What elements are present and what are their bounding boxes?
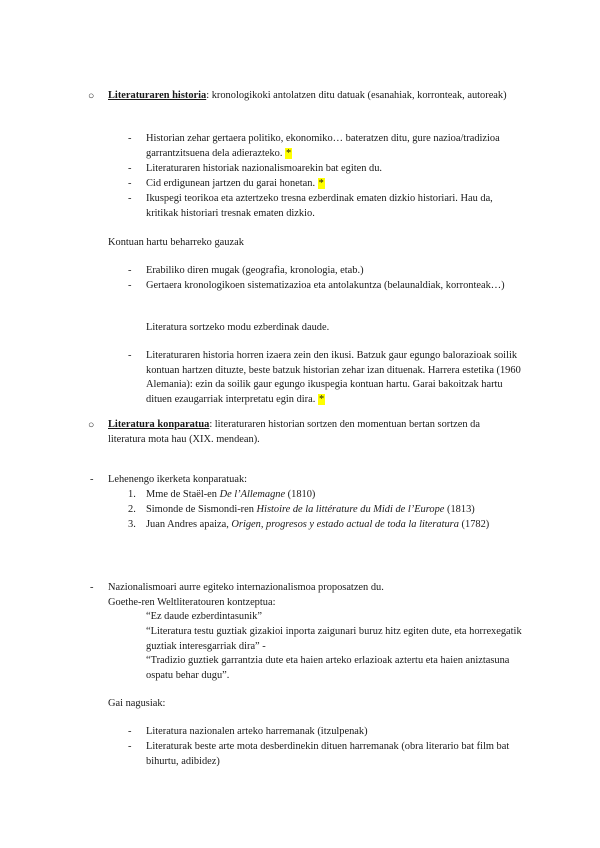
- list-number: 3.: [128, 519, 136, 530]
- bullet-item: Literaturak beste arte mota desberdinekin dituen harremanak (obra literario bat film bat bihurtu, adibidez): [146, 741, 510, 767]
- quote: “Literatura testu guztiak gizakioi inporta zaigunari buruz hitz egiten dute, eta horrexegatik guztiak interesgarriak dira” -: [146, 626, 522, 652]
- note-text: Literatura sortzeko modu ezberdinak daude.: [146, 322, 330, 333]
- book-title: Histoire de la littérature du Midi de l’Europe: [256, 504, 445, 515]
- list-bullet-circle: ○: [88, 420, 95, 431]
- bullet-item: Cid erdigunean jartzen du garai honetan. *: [146, 178, 324, 189]
- bullet-item: Erabiliko diren mugak (geografia, kronologia, etab.): [146, 265, 364, 276]
- dash-bullet: -: [128, 726, 132, 737]
- term-literaturaren-historia: Literaturaren historia: [108, 90, 207, 101]
- bullet-item: Historian zehar gertaera politiko, ekonomiko… bateratzen ditu, gure nazioa/tradizioa garrantzitsuena dela adierazteko. *: [146, 133, 500, 159]
- bullet-item: Ikuspegi teorikoa eta aztertzeko tresna ezberdinak ematen dizkio historiari. Hau da, kritikak historiari tresnak ematen dizkio.: [146, 193, 493, 219]
- quote: “Tradizio guztiek garrantzia dute eta haien arteko erlazioak aztertu eta haien aniztasuna ospatu behar dugu”.: [146, 655, 510, 681]
- highlight-asterisk: *: [318, 393, 325, 405]
- dash-bullet: -: [128, 178, 132, 189]
- book-title: Origen, progresos y estado actual de toda la literatura: [231, 519, 459, 530]
- dash-bullet: -: [128, 193, 132, 204]
- dash-bullet: -: [128, 133, 132, 144]
- dash-bullet: -: [128, 265, 132, 276]
- bullet-item: Literaturaren historiak nazionalismoarekin bat egiten du.: [146, 163, 383, 174]
- list-number: 2.: [128, 504, 136, 515]
- dash-bullet: -: [128, 280, 132, 291]
- quote: “Ez daude ezberdintasunik”: [146, 611, 262, 622]
- list-item: Juan Andres apaiza, Origen, progresos y estado actual de toda la literatura (1782): [146, 519, 490, 530]
- list-number: 1.: [128, 489, 136, 500]
- dash-bullet: -: [128, 741, 132, 752]
- book-title: De l’Allemagne: [219, 489, 286, 500]
- subheading-lehenengo-ikerketa: Lehenengo ikerketa konparatuak:: [108, 474, 248, 485]
- list-bullet-circle: ○: [88, 91, 95, 102]
- paragraph-line: Nazionalismoari aurre egiteko internazionalismoa proposatzen du.: [108, 582, 384, 593]
- section-literaturaren-historia: [108, 89, 518, 104]
- definition-text: : kronologikoki antolatzen ditu datuak (esanahiak, korronteak, autoreak): [206, 90, 507, 101]
- definition-text: : literaturaren historian sortzen den momentuan bertan sortzen da literatura mota hau (XIX. mendean).: [108, 419, 480, 445]
- list-item: Mme de Staël-en De l’Allemagne (1810): [146, 489, 316, 500]
- highlight-asterisk: *: [286, 147, 292, 159]
- dash-bullet: -: [128, 350, 132, 361]
- dash-bullet: -: [128, 163, 132, 174]
- dash-bullet: -: [90, 582, 94, 593]
- highlight-asterisk: *: [318, 178, 324, 189]
- paragraph-line: Goethe-ren Weltliteratouren kontzeptua:: [108, 597, 276, 608]
- bullet-item: Literatura nazionalen arteko harremanak (itzulpenak): [146, 726, 368, 737]
- subheading-gai-nagusiak: Gai nagusiak:: [108, 698, 166, 709]
- subheading-kontuan-hartu: Kontuan hartu beharreko gauzak: [108, 237, 244, 248]
- bullet-item: Literaturaren historia horren izaera zein den ikusi. Batzuk gaur egungo balorazioak soilik kontuan hartzen dituzte, beste batzuk historian zehar izan dituenak. Harrera estetika (1960 Alemania): ezin da soilik gaur egungo ikuspegia kontuan hartu. Garai bakoitzak hartu dituen ezaugarriak interpretatu egin dira. *: [146, 350, 521, 405]
- term-literatura-konparatua: Literatura konparatua: [108, 419, 210, 430]
- section-literatura-konparatua: [108, 418, 518, 447]
- bullet-item: Gertaera kronologikoen sistematizazioa eta antolakuntza (belaunaldiak, korronteak…): [146, 280, 505, 291]
- list-item: Simonde de Sismondi-ren Histoire de la littérature du Midi de l’Europe (1813): [146, 504, 475, 515]
- dash-bullet: -: [90, 474, 94, 485]
